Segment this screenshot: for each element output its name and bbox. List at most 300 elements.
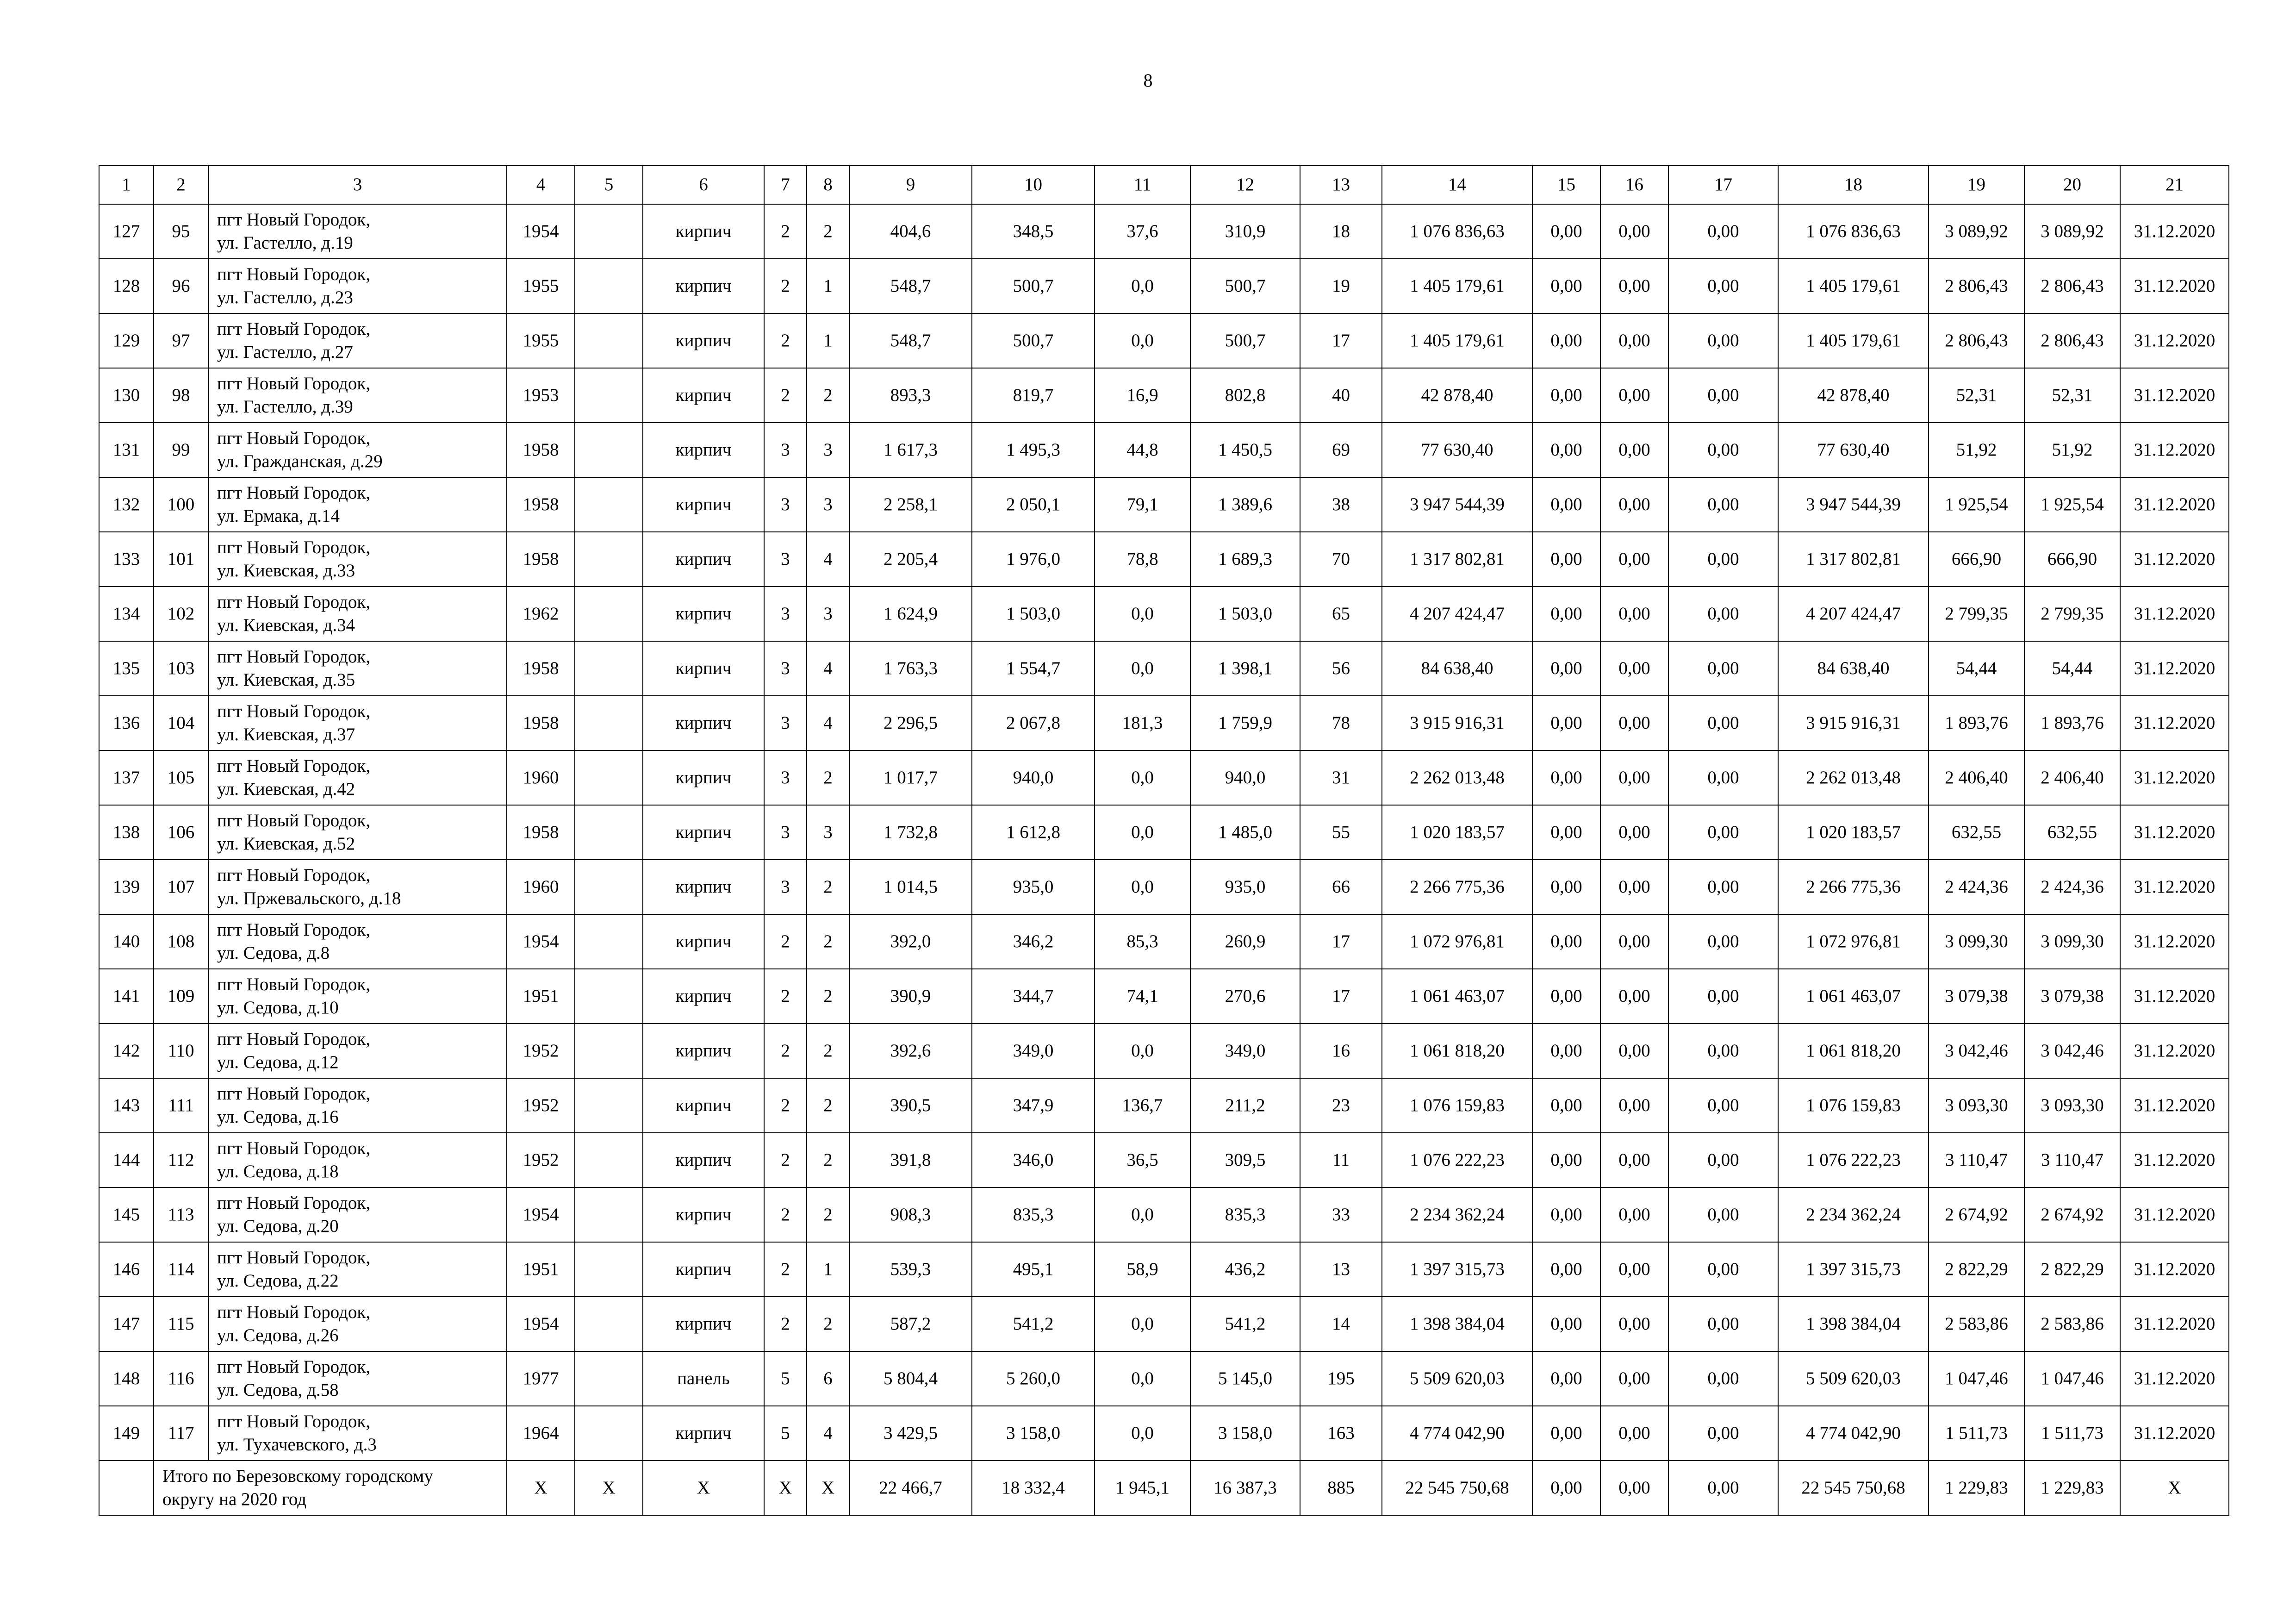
cell-c20: 2 674,92 (2024, 1187, 2120, 1242)
cell-c20: 2 406,40 (2024, 750, 2120, 805)
cell-c21: 31.12.2020 (2120, 1242, 2229, 1297)
table-row (99, 750, 2229, 805)
cell-c21: 31.12.2020 (2120, 696, 2229, 750)
cell-c10: 500,7 (972, 259, 1095, 313)
cell-c13: 31 (1300, 750, 1382, 805)
cell-c5 (575, 805, 643, 860)
cell-c14: 1 076 159,83 (1382, 1078, 1532, 1133)
cell-c5 (575, 1406, 643, 1461)
table-row (99, 368, 2229, 423)
cell-c14: 84 638,40 (1382, 641, 1532, 696)
cell-c17: 0,00 (1668, 1024, 1778, 1078)
cell-c7: 2 (764, 1187, 807, 1242)
cell-c6: кирпич (643, 750, 764, 805)
header-cell: 7 (764, 165, 807, 204)
address-line-2: ул. Киевская, д.34 (217, 615, 355, 635)
cell-c12: 500,7 (1190, 259, 1300, 313)
cell-c10: 1 554,7 (972, 641, 1095, 696)
address-cell (208, 696, 507, 750)
cell-c18: 5 509 620,03 (1778, 1351, 1929, 1406)
address-line-1: пгт Новый Городок, (217, 920, 371, 940)
address-line-2: ул. Седова, д.22 (217, 1271, 339, 1291)
cell-c9: 2 205,4 (849, 532, 972, 587)
cell-c13: 38 (1300, 477, 1382, 532)
cell-c8: 2 (807, 368, 849, 423)
cell-c16: 0,00 (1600, 1351, 1668, 1406)
cell-c18: 1 061 463,07 (1778, 969, 1929, 1024)
cell-c21: 31.12.2020 (2120, 368, 2229, 423)
cell-c8: 2 (807, 204, 849, 259)
cell-c10: 2 050,1 (972, 477, 1095, 532)
header-cell: 15 (1532, 165, 1600, 204)
cell-c11: 0,0 (1095, 1024, 1190, 1078)
cell-c7: 2 (764, 1024, 807, 1078)
cell-c21: 31.12.2020 (2120, 204, 2229, 259)
cell-c12: 3 158,0 (1190, 1406, 1300, 1461)
address-cell (208, 1187, 507, 1242)
cell-c9: 1 617,3 (849, 423, 972, 477)
cell-c13: 17 (1300, 914, 1382, 969)
cell-c18: 3 947 544,39 (1778, 477, 1929, 532)
cell-c5 (575, 587, 643, 641)
table-row (99, 259, 2229, 313)
row-number: 138 (99, 805, 154, 860)
cell-c5 (575, 1078, 643, 1133)
address-cell (208, 1242, 507, 1297)
item-number: 101 (154, 532, 208, 587)
row-number: 149 (99, 1406, 154, 1461)
cell-c6: панель (643, 1351, 764, 1406)
cell-c8: 2 (807, 1024, 849, 1078)
cell-c20: 2 424,36 (2024, 860, 2120, 914)
item-number: 105 (154, 750, 208, 805)
cell-c9: 391,8 (849, 1133, 972, 1187)
cell-c8: 4 (807, 1406, 849, 1461)
cell-c18: 1 061 818,20 (1778, 1024, 1929, 1078)
cell-c19: 1 893,76 (1929, 696, 2024, 750)
cell-c7: 2 (764, 1242, 807, 1297)
header-cell: 6 (643, 165, 764, 204)
header-cell: 13 (1300, 165, 1382, 204)
cell-c8: 3 (807, 587, 849, 641)
cell-c4: 1952 (507, 1024, 575, 1078)
cell-c21: 31.12.2020 (2120, 477, 2229, 532)
cell-c16: 0,00 (1600, 1078, 1668, 1133)
cell-c13: 70 (1300, 532, 1382, 587)
header-cell: 8 (807, 165, 849, 204)
row-number: 131 (99, 423, 154, 477)
total-c20: 1 229,83 (2024, 1461, 2120, 1515)
cell-c18: 1 405 179,61 (1778, 259, 1929, 313)
cell-c7: 3 (764, 750, 807, 805)
cell-c7: 2 (764, 914, 807, 969)
cell-c10: 495,1 (972, 1242, 1095, 1297)
table-row (99, 914, 2229, 969)
cell-c16: 0,00 (1600, 259, 1668, 313)
address-line-2: ул. Пржевальского, д.18 (217, 888, 401, 908)
cell-c15: 0,00 (1532, 1024, 1600, 1078)
cell-c12: 1 398,1 (1190, 641, 1300, 696)
cell-c6: кирпич (643, 1133, 764, 1187)
address-cell (208, 259, 507, 313)
cell-c16: 0,00 (1600, 587, 1668, 641)
cell-c6: кирпич (643, 1187, 764, 1242)
cell-c10: 541,2 (972, 1297, 1095, 1351)
cell-c17: 0,00 (1668, 969, 1778, 1024)
cell-c13: 40 (1300, 368, 1382, 423)
address-line-1: пгт Новый Городок, (217, 701, 371, 721)
cell-c5 (575, 1242, 643, 1297)
cell-c11: 85,3 (1095, 914, 1190, 969)
cell-c11: 44,8 (1095, 423, 1190, 477)
table-row (99, 313, 2229, 368)
cell-c21: 31.12.2020 (2120, 1351, 2229, 1406)
cell-c11: 0,0 (1095, 1351, 1190, 1406)
address-line-2: ул. Гражданская, д.29 (217, 451, 383, 471)
cell-c16: 0,00 (1600, 1297, 1668, 1351)
cell-c14: 3 947 544,39 (1382, 477, 1532, 532)
cell-c9: 390,5 (849, 1078, 972, 1133)
cell-c18: 2 266 775,36 (1778, 860, 1929, 914)
cell-c15: 0,00 (1532, 860, 1600, 914)
item-number: 98 (154, 368, 208, 423)
cell-c6: кирпич (643, 368, 764, 423)
table-row (99, 477, 2229, 532)
cell-c10: 819,7 (972, 368, 1095, 423)
table-row (99, 587, 2229, 641)
cell-c13: 19 (1300, 259, 1382, 313)
cell-c9: 5 804,4 (849, 1351, 972, 1406)
cell-c12: 436,2 (1190, 1242, 1300, 1297)
cell-c4: 1952 (507, 1078, 575, 1133)
row-number: 128 (99, 259, 154, 313)
address-line-2: ул. Седова, д.26 (217, 1325, 339, 1345)
table-row (99, 805, 2229, 860)
cell-c12: 802,8 (1190, 368, 1300, 423)
cell-c7: 3 (764, 423, 807, 477)
cell-c19: 54,44 (1929, 641, 2024, 696)
address-line-1: пгт Новый Городок, (217, 974, 371, 994)
header-cell: 17 (1668, 165, 1778, 204)
cell-c7: 3 (764, 532, 807, 587)
total-c16: 0,00 (1600, 1461, 1668, 1515)
cell-c10: 347,9 (972, 1078, 1095, 1133)
item-number: 107 (154, 860, 208, 914)
cell-c15: 0,00 (1532, 204, 1600, 259)
cell-c14: 42 878,40 (1382, 368, 1532, 423)
cell-c19: 2 799,35 (1929, 587, 2024, 641)
cell-c11: 36,5 (1095, 1133, 1190, 1187)
row-number: 144 (99, 1133, 154, 1187)
cell-c4: 1977 (507, 1351, 575, 1406)
cell-c21: 31.12.2020 (2120, 1078, 2229, 1133)
cell-c6: кирпич (643, 1078, 764, 1133)
cell-c19: 3 093,30 (1929, 1078, 2024, 1133)
cell-c12: 310,9 (1190, 204, 1300, 259)
cell-c5 (575, 313, 643, 368)
cell-c4: 1958 (507, 423, 575, 477)
cell-c17: 0,00 (1668, 1351, 1778, 1406)
cell-c11: 16,9 (1095, 368, 1190, 423)
cell-c19: 2 406,40 (1929, 750, 2024, 805)
address-cell (208, 368, 507, 423)
total-c9: 22 466,7 (849, 1461, 972, 1515)
address-line-2: ул. Седова, д.18 (217, 1162, 339, 1181)
cell-c6: кирпич (643, 1242, 764, 1297)
cell-c21: 31.12.2020 (2120, 1133, 2229, 1187)
cell-c4: 1954 (507, 1187, 575, 1242)
address-line-1: пгт Новый Городок, (217, 264, 371, 284)
cell-c7: 3 (764, 696, 807, 750)
table-row (99, 1351, 2229, 1406)
table-row (99, 1024, 2229, 1078)
cell-c15: 0,00 (1532, 1133, 1600, 1187)
cell-c12: 260,9 (1190, 914, 1300, 969)
row-number: 142 (99, 1024, 154, 1078)
total-c21: Х (2120, 1461, 2229, 1515)
cell-c16: 0,00 (1600, 1187, 1668, 1242)
cell-c9: 392,0 (849, 914, 972, 969)
address-cell (208, 1351, 507, 1406)
cell-c9: 390,9 (849, 969, 972, 1024)
cell-c14: 1 061 463,07 (1382, 969, 1532, 1024)
cell-c16: 0,00 (1600, 532, 1668, 587)
housing-table (99, 165, 2229, 1516)
cell-c16: 0,00 (1600, 368, 1668, 423)
header-cell: 11 (1095, 165, 1190, 204)
cell-c7: 3 (764, 587, 807, 641)
cell-c20: 1 893,76 (2024, 696, 2120, 750)
cell-c9: 548,7 (849, 259, 972, 313)
cell-c15: 0,00 (1532, 969, 1600, 1024)
cell-c19: 632,55 (1929, 805, 2024, 860)
address-cell (208, 750, 507, 805)
item-number: 96 (154, 259, 208, 313)
header-cell: 12 (1190, 165, 1300, 204)
cell-c9: 1 014,5 (849, 860, 972, 914)
cell-c11: 0,0 (1095, 860, 1190, 914)
cell-c8: 1 (807, 259, 849, 313)
cell-c8: 3 (807, 423, 849, 477)
cell-c17: 0,00 (1668, 696, 1778, 750)
address-line-2: ул. Гастелло, д.23 (217, 287, 353, 307)
cell-c9: 2 296,5 (849, 696, 972, 750)
cell-c8: 3 (807, 805, 849, 860)
address-cell (208, 860, 507, 914)
cell-c7: 2 (764, 313, 807, 368)
cell-c20: 3 079,38 (2024, 969, 2120, 1024)
cell-c6: кирпич (643, 641, 764, 696)
item-number: 99 (154, 423, 208, 477)
cell-c10: 346,2 (972, 914, 1095, 969)
cell-c15: 0,00 (1532, 313, 1600, 368)
cell-c6: кирпич (643, 914, 764, 969)
table-row (99, 1242, 2229, 1297)
address-line-1: пгт Новый Городок, (217, 865, 371, 885)
cell-c15: 0,00 (1532, 259, 1600, 313)
cell-c20: 54,44 (2024, 641, 2120, 696)
cell-c16: 0,00 (1600, 1133, 1668, 1187)
cell-c11: 0,0 (1095, 641, 1190, 696)
total-c18: 22 545 750,68 (1778, 1461, 1929, 1515)
cell-c14: 3 915 916,31 (1382, 696, 1532, 750)
address-line-1: пгт Новый Городок, (217, 374, 371, 394)
cell-c17: 0,00 (1668, 914, 1778, 969)
cell-c12: 935,0 (1190, 860, 1300, 914)
cell-c21: 31.12.2020 (2120, 313, 2229, 368)
cell-c5 (575, 477, 643, 532)
item-number: 104 (154, 696, 208, 750)
cell-c8: 2 (807, 1133, 849, 1187)
cell-c19: 51,92 (1929, 423, 2024, 477)
cell-c20: 2 822,29 (2024, 1242, 2120, 1297)
total-c5: Х (575, 1461, 643, 1515)
cell-c11: 0,0 (1095, 1187, 1190, 1242)
item-number: 112 (154, 1133, 208, 1187)
cell-c15: 0,00 (1532, 532, 1600, 587)
table-row (99, 696, 2229, 750)
cell-c4: 1964 (507, 1406, 575, 1461)
cell-c5 (575, 1133, 643, 1187)
table-row (99, 1297, 2229, 1351)
cell-c14: 1 397 315,73 (1382, 1242, 1532, 1297)
cell-c7: 2 (764, 1133, 807, 1187)
cell-c17: 0,00 (1668, 477, 1778, 532)
cell-c11: 0,0 (1095, 805, 1190, 860)
cell-c18: 1 405 179,61 (1778, 313, 1929, 368)
row-number: 129 (99, 313, 154, 368)
address-line-2: ул. Гастелло, д.19 (217, 233, 353, 253)
cell-c16: 0,00 (1600, 914, 1668, 969)
address-line-2: ул. Седова, д.58 (217, 1380, 339, 1400)
cell-c12: 1 389,6 (1190, 477, 1300, 532)
cell-c17: 0,00 (1668, 805, 1778, 860)
cell-c8: 3 (807, 477, 849, 532)
cell-c4: 1954 (507, 1297, 575, 1351)
cell-c19: 2 424,36 (1929, 860, 2024, 914)
address-line-1: пгт Новый Городок, (217, 1412, 371, 1431)
cell-c18: 1 076 159,83 (1778, 1078, 1929, 1133)
row-number: 139 (99, 860, 154, 914)
cell-c7: 5 (764, 1351, 807, 1406)
cell-c4: 1960 (507, 860, 575, 914)
address-line-1: пгт Новый Городок, (217, 537, 371, 557)
header-cell: 10 (972, 165, 1095, 204)
row-number: 136 (99, 696, 154, 750)
cell-c20: 1 511,73 (2024, 1406, 2120, 1461)
total-c6: Х (643, 1461, 764, 1515)
address-cell (208, 532, 507, 587)
cell-c15: 0,00 (1532, 1078, 1600, 1133)
cell-c13: 13 (1300, 1242, 1382, 1297)
row-number: 137 (99, 750, 154, 805)
cell-c10: 500,7 (972, 313, 1095, 368)
cell-c12: 541,2 (1190, 1297, 1300, 1351)
cell-c5 (575, 914, 643, 969)
cell-c14: 1 398 384,04 (1382, 1297, 1532, 1351)
cell-c5 (575, 969, 643, 1024)
cell-c10: 835,3 (972, 1187, 1095, 1242)
row-number: 141 (99, 969, 154, 1024)
cell-c13: 55 (1300, 805, 1382, 860)
cell-c19: 3 110,47 (1929, 1133, 2024, 1187)
row-number: 140 (99, 914, 154, 969)
cell-c21: 31.12.2020 (2120, 1406, 2229, 1461)
cell-c11: 58,9 (1095, 1242, 1190, 1297)
total-label-line-2: округу на 2020 год (162, 1489, 307, 1509)
cell-c20: 1 047,46 (2024, 1351, 2120, 1406)
cell-c17: 0,00 (1668, 641, 1778, 696)
total-c8: Х (807, 1461, 849, 1515)
row-number: 143 (99, 1078, 154, 1133)
cell-c13: 65 (1300, 587, 1382, 641)
address-line-2: ул. Киевская, д.52 (217, 834, 355, 854)
cell-c18: 1 020 183,57 (1778, 805, 1929, 860)
table-row (99, 641, 2229, 696)
address-cell (208, 1078, 507, 1133)
cell-c20: 3 042,46 (2024, 1024, 2120, 1078)
address-cell (208, 1133, 507, 1187)
cell-c8: 4 (807, 696, 849, 750)
item-number: 103 (154, 641, 208, 696)
cell-c19: 666,90 (1929, 532, 2024, 587)
cell-c16: 0,00 (1600, 696, 1668, 750)
cell-c6: кирпич (643, 1297, 764, 1351)
cell-c5 (575, 423, 643, 477)
address-cell (208, 477, 507, 532)
cell-c15: 0,00 (1532, 1351, 1600, 1406)
header-cell: 16 (1600, 165, 1668, 204)
cell-c12: 5 145,0 (1190, 1351, 1300, 1406)
cell-c16: 0,00 (1600, 477, 1668, 532)
cell-c10: 348,5 (972, 204, 1095, 259)
page-number: 8 (1143, 70, 1153, 91)
cell-c15: 0,00 (1532, 1242, 1600, 1297)
item-number: 117 (154, 1406, 208, 1461)
header-cell: 19 (1929, 165, 2024, 204)
cell-c16: 0,00 (1600, 1242, 1668, 1297)
cell-c13: 163 (1300, 1406, 1382, 1461)
header-cell: 2 (154, 165, 208, 204)
cell-c15: 0,00 (1532, 423, 1600, 477)
cell-c12: 1 689,3 (1190, 532, 1300, 587)
address-cell (208, 1024, 507, 1078)
cell-c9: 908,3 (849, 1187, 972, 1242)
cell-c6: кирпич (643, 259, 764, 313)
cell-c15: 0,00 (1532, 805, 1600, 860)
cell-c14: 1 405 179,61 (1382, 313, 1532, 368)
cell-c15: 0,00 (1532, 1406, 1600, 1461)
address-line-1: пгт Новый Городок, (217, 1084, 371, 1104)
address-line-1: пгт Новый Городок, (217, 1248, 371, 1268)
cell-c6: кирпич (643, 805, 764, 860)
cell-c16: 0,00 (1600, 313, 1668, 368)
cell-c4: 1958 (507, 696, 575, 750)
cell-c18: 1 076 222,23 (1778, 1133, 1929, 1187)
cell-c21: 31.12.2020 (2120, 423, 2229, 477)
item-number: 108 (154, 914, 208, 969)
cell-c9: 1 763,3 (849, 641, 972, 696)
cell-c14: 1 072 976,81 (1382, 914, 1532, 969)
cell-c6: кирпич (643, 477, 764, 532)
address-cell (208, 1406, 507, 1461)
cell-c14: 2 234 362,24 (1382, 1187, 1532, 1242)
cell-c6: кирпич (643, 423, 764, 477)
header-row (99, 165, 2229, 204)
total-c12: 16 387,3 (1190, 1461, 1300, 1515)
table-row (99, 969, 2229, 1024)
cell-c19: 2 674,92 (1929, 1187, 2024, 1242)
